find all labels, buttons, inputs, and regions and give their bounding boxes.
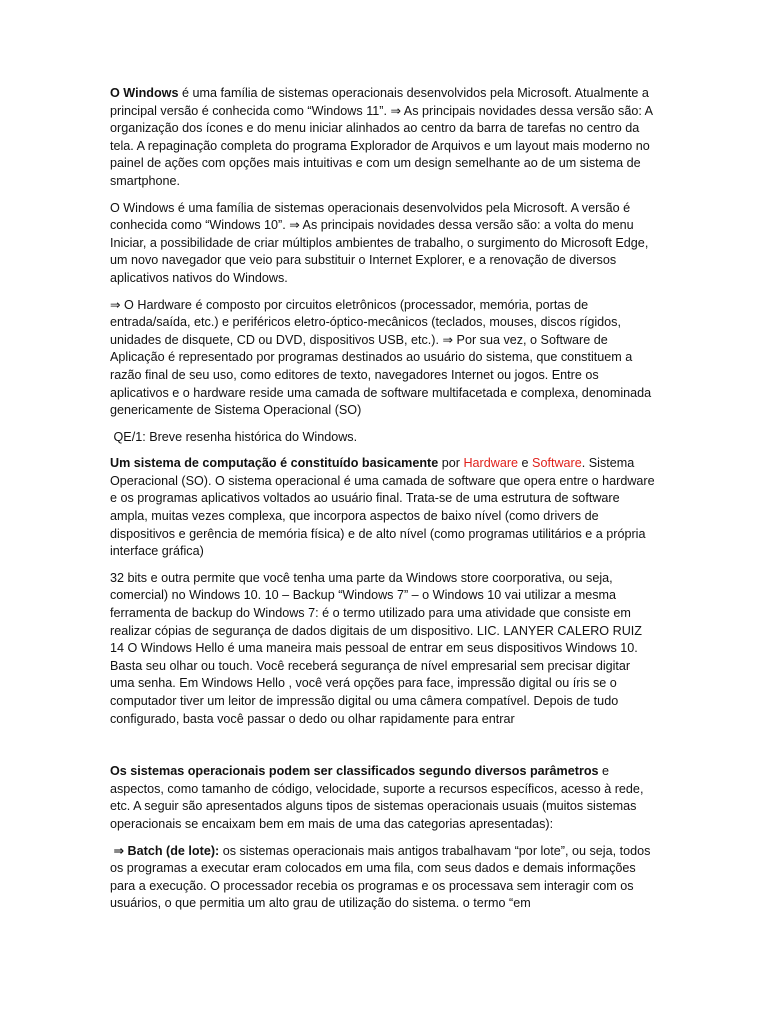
paragraph-text: por [438, 456, 464, 471]
bold-lead: O Windows [110, 86, 179, 100]
paragraph-hardware [110, 297, 656, 420]
paragraph-classificacao [110, 763, 656, 833]
bold-lead: Um sistema de computação é constituído basicamente [110, 456, 439, 471]
software-highlight: Software [532, 456, 582, 471]
paragraph-qe1 [110, 429, 656, 447]
paragraph-text: O Windows é uma família de sistemas operacionais desenvolvidos pela Microsoft. A versão é conhecida como “Windows 10”. ⇒ As principais novidades dessa versão são: a volta do menu Iniciar, a possibilidade de criar múltiplos ambientes de trabalho, o surgimento do Microsoft Edge, um novo navegador que veio para substituir o Internet Explorer, e a renovação de diversos aplicativos nativos do Windows. [110, 200, 649, 285]
paragraph-batch [110, 843, 656, 913]
paragraph-text: 32 bits e outra permite que você tenha uma parte da Windows store coorporativa, ou seja, comercial) no Windows 10. 10 – Backup “Windows 7” – o Windows 10 vai utilizar a mesma ferramenta de backup do Windows 7: é o termo utilizado para uma atividade que consiste em realizar cópias de segurança de dados digitais de um dispositivo. LIC. LANYER CALERO RUIZ 14 O Windows Hello é uma maneira mais pessoal de entrar em seus dispositivos Windows 10. Basta seu olhar ou touch. Você receberá segurança de nível empresarial sem precisar digitar uma senha. Em Windows Hello , você verá opções para face, impressão digital ou íris se o computador tiver um leitor de impressão digital ou uma câmera compatível. Depois de tudo configurado, basta você passar o dedo ou olhar rapidamente para entrar [110, 570, 642, 726]
paragraph-windows-10 [110, 200, 656, 288]
paragraph-text: QE/1: Breve resenha histórica do Windows. [110, 429, 358, 444]
paragraph-text: . Sistema Operacional (SO). O sistema operacional é uma camada de software que opera entre o hardware e os programas aplicativos voltados ao usuário final. Trata-se de uma estrutura de software ampla, muitas vezes complexa, que incorpora aspectos de baixo nível (como drivers de dispositivos e gerência de memória física) e de alto nível (como programas utilitários e a própria interface gráfica) [110, 456, 655, 559]
paragraph-text: e aspectos, como tamanho de código, velocidade, suporte a recursos específicos, acesso à rede, etc. A seguir são apresentados alguns tipos de sistemas operacionais usuais (muitos sistemas operacionais se encaixam bem em mais de uma das categorias apresentadas): [110, 764, 644, 831]
bold-lead: Os sistemas operacionais podem ser classificados segundo diversos parâmetros [110, 764, 599, 779]
paragraph-text: os sistemas operacionais mais antigos trabalhavam “por lote”, ou seja, todos os programas a executar eram colocados em uma fila, com seus dados e demais informações para a execução. O processador recebia os programas e os processava sem interagir com os usuários, o que permitia um alto grau de utilização do sistema. o termo “em [110, 843, 651, 911]
paragraph-windows-hello [110, 570, 656, 728]
blank-space [110, 737, 656, 763]
paragraph-text: é uma família de sistemas operacionais desenvolvidos pela Microsoft. Atualmente a principal versão é conhecida como “Windows 11”. ⇒ As principais novidades dessa versão são: A organização dos ícones e do menu iniciar alinhados ao centro da barra de tarefas no centro da tela. A repaginação completa do programa Explorador de Arquivos e um layout mais moderno no painel de ações com opções mais intuitivas e com um design semelhante ao de um sistema de smartphone. [110, 86, 653, 188]
paragraph-text: e [518, 456, 533, 471]
paragraph-windows-11 [110, 85, 656, 191]
paragraph-text: ⇒ O Hardware é composto por circuitos eletrônicos (processador, memória, portas de entrada/saída, etc.) e periféricos eletro-óptico-mecânicos (teclados, mouses, discos rígidos, unidades de disquete, CD ou DVD, dispositivos USB, etc.). ⇒ Por sua vez, o Software de Aplicação é representado por programas destinados ao usuário do sistema, que constituem a razão final de seu uso, como editores de texto, navegadores Internet ou jogos. Entre os aplicativos e o hardware reside uma camada de software multifacetada e complexa, denominada genericamente de Sistema Operacional (SO) [110, 297, 652, 418]
paragraph-sistema-computacao [110, 455, 656, 561]
bold-lead: ⇒ Batch (de lote): [110, 843, 220, 858]
hardware-highlight: Hardware [463, 456, 519, 471]
